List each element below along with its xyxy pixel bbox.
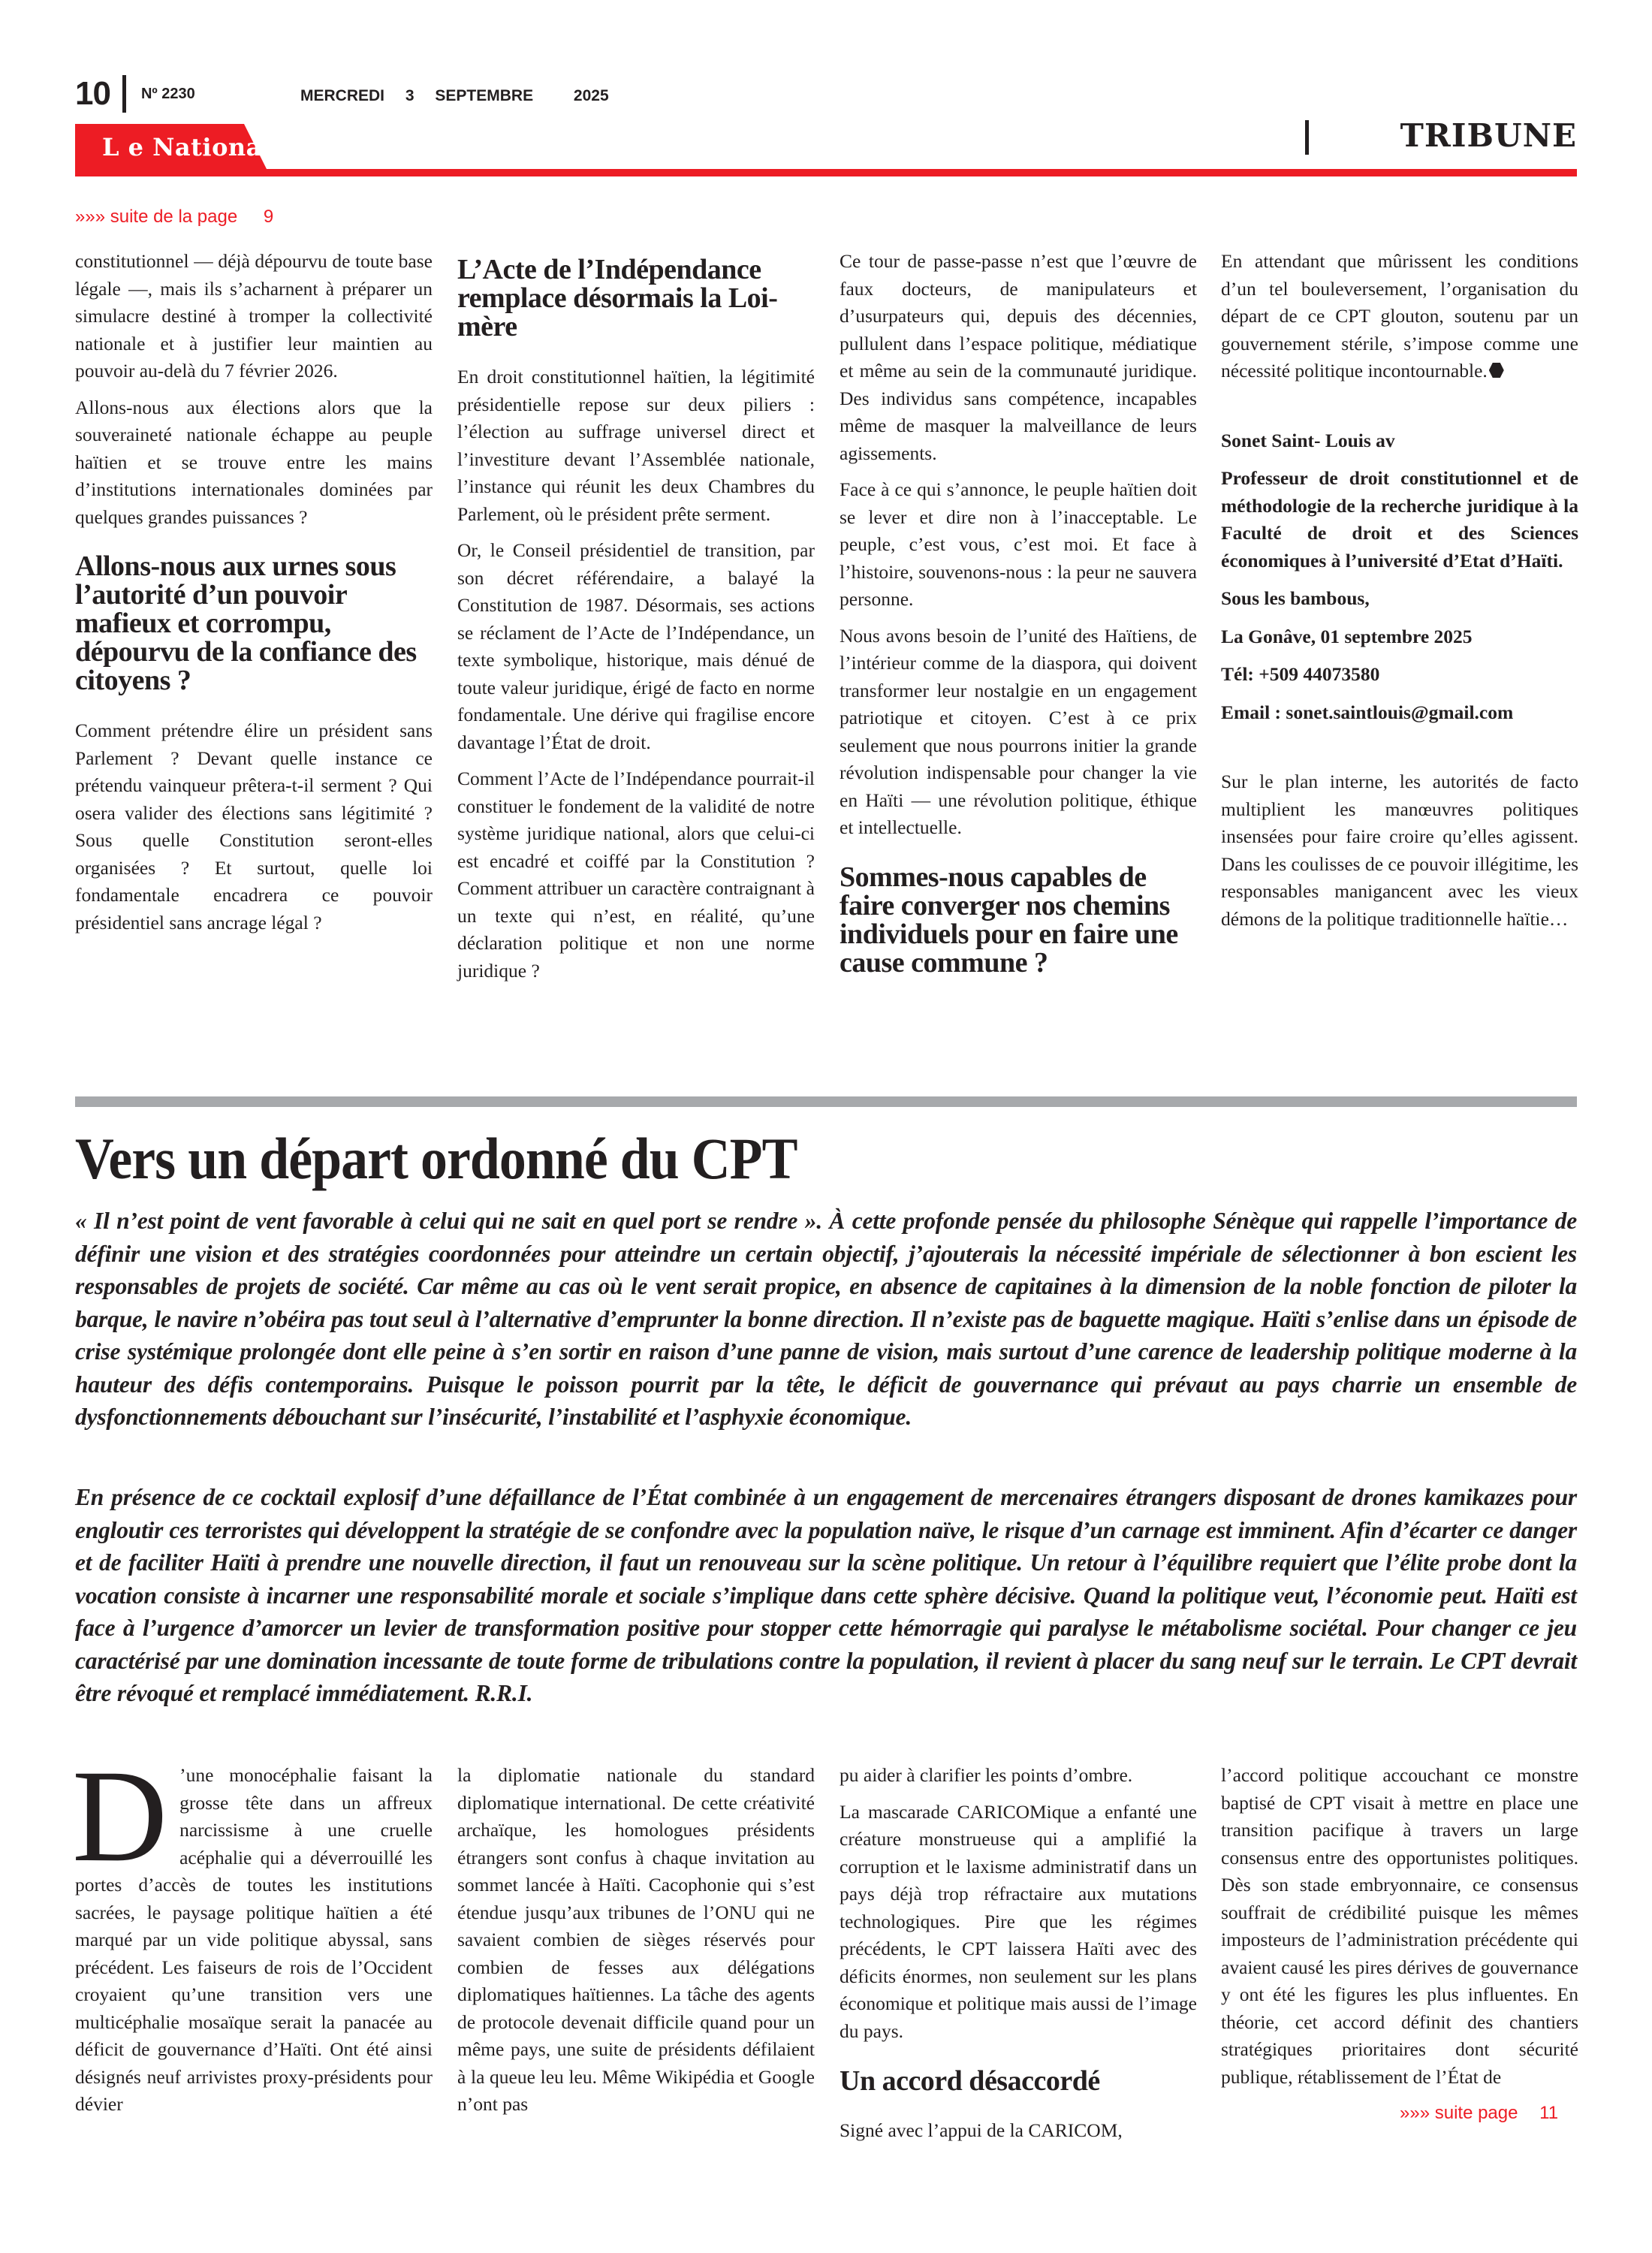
article-column-4 (1221, 1762, 1578, 2100)
folio (75, 75, 195, 113)
paragraph: Or, le Conseil présidentiel de transition, par son décret référendaire, a balayé la Constitution de 1987. Désormais, ses actions se réclament de l’Acte de l’Indépendance, un texte symbolique, historique, mais dénué de toute valeur juridique, érigé de facto en norme fondamentale. Une dérive qui fragilise encore davantage l’État de droit. (457, 539, 815, 753)
article-column-1 (72, 1743, 433, 2128)
month: SEPTEMBRE (435, 87, 534, 104)
paragraph: Allons-nous aux élections alors que la souveraineté nationale échappe au peuple haïtien et se trouve entre les mains d’institutions internationales dominées par quelques grandes puissances ? (75, 396, 433, 528)
top-column-4 (1221, 248, 1578, 942)
paragraph-text: ’une monocéphalie faisant la grosse tête dans un affreux narcissisme à une cruelle acéphalie qui a déverrouillé les portes d’accès de toutes les institutions sacrées, le paysage politique haïtien a été marqué par un vide politique abyssal, sans précédent. Les faiseurs de rois de l’Occident croyaient qu’une transition vers une multicéphalie mosaïque serait la panacée au déficit de gouvernance d’Haïti. Ont été ainsi désignés neuf arrivistes proxy-présidents pour dévier (75, 1764, 433, 2115)
year: 2025 (573, 87, 609, 104)
paragraph: Face à ce qui s’annonce, le peuple haïtien doit se lever et dire non à l’inacceptable. Le peuple, c’est vous, c’est moi. Et face à l’histoire, souvenons-nous : la peur ne sauvera personne. (840, 478, 1197, 610)
article-column-3 (840, 1762, 1197, 2154)
folio-divider (122, 75, 126, 113)
author-location: Sous les bambous, (1221, 587, 1370, 609)
section-divider-bar (75, 1096, 1577, 1107)
section-divider (1305, 120, 1309, 155)
author-title: Professeur de droit constitutionnel et de méthodologie de la recherche juridique à la Faculté de droit et des Sciences économiques à l’université d’Etat d’Haïti. (1221, 467, 1578, 572)
weekday: MERCREDI (300, 87, 385, 104)
subheading: Sommes-nous capables de faire converger nos chemins individuels pour en faire une cause commune ? (840, 861, 1178, 979)
article-lead-paragraph: « Il n’est point de vent favorable à celui qui ne sait en quel port se rendre ». À cette profonde pensée du philosophe Sénèque qui rappelle l’importance de définir une vision et des stratégies coordonnées pour atteindre un certain objectif, j’ajouterais la nécessité impériale de sélectionner à bon escient les responsables de projets de société. Car même au cas où le vent serait propice, en absence de capitaines à la dimension de la noble fonction de piloter la barque, le navire n’obéira pas tout seul à l’alternative d’emprunter la bonne direction. Il n’existe pas de baguette magique. Haïti s’enlise dans un épisode de crise systémique prolongée dont elle peine à s’en sortir en raison d’une panne de vision, mais surtout d’une carence de leadership politique moderne à la hauteur des défis contemporains. Puisque le poisson pourrit par la tête, le déficit de gouvernance qui prévaut au pays charrie un ensemble de dysfonctionnements débouchant sur l’insécurité, l’instabilité et l’asphyxie économique. (75, 1208, 1577, 1430)
paragraph: la diplomatie nationale du standard diplomatique international. De cette créativité archaïque, les homologues présidents étrangers sont confus à chaque invitation au sommet lancée à Haïti. Cacophonie qui s’est étendue jusqu’aux tribunes de l’ONU qui ne savaient combien de sièges réservés pour combien de fesses aux délégations diplomatiques haïtiennes. La tâche des agents de protocole devenait difficile quand pour un même pays, une suite de présidents défilaient à la queue leu leu. Même Wikipédia et Google n’ont pas (457, 1764, 815, 2115)
subheading: L’Acte de l’Indépendance remplace désormais la Loi-mère (457, 254, 778, 342)
paragraph (72, 1743, 433, 2119)
paragraph: La mascarade CARICOMique a enfanté une créature monstrueuse qui a amplifié la corruption et le laxisme administratif dans un pays déjà trop réfractaire aux mutations technologiques. Pire que les régimes précédents, le CPT laissera Haïti avec des déficits énormes, non seulement sur les plans économique et politique mais aussi de l’image du pays. (840, 1800, 1197, 2042)
section-title: TRIBUNE (1400, 117, 1577, 154)
author-phone: Tél: +509 44073580 (1221, 663, 1380, 685)
author-place-date: La Gonâve, 01 septembre 2025 (1221, 625, 1473, 647)
article-headline: Vers un départ ordonné du CPT (75, 1126, 797, 1191)
continued-from-page: 9 (263, 207, 274, 227)
drop-cap: D (72, 1743, 168, 1890)
day: 3 (405, 87, 415, 104)
paragraph: Signé avec l’appui de la CARICOM, (840, 2119, 1123, 2141)
paragraph-final (1221, 248, 1578, 385)
continued-on-label: suite page (1434, 2103, 1518, 2123)
paragraph: En droit constitutionnel haïtien, la légitimité présidentielle repose sur deux piliers : l’élection au suffrage universel direct et l’investiture devant l’Assemblée nationale, l’instance qui réunit les deux Chambres du Parlement, où le président prête serment. (457, 366, 815, 525)
paragraph: Comment l’Acte de l’Indépendance pourrait-il constituer le fondement de la validité de notre système juridique national, alors que celui-ci est encadré et coiffé par la Constitution ? Comment attribuer un caractère contraignant à un texte qui n’est, en réalité, qu’une déclaration politique et non une norme juridique ? (457, 768, 815, 982)
paragraph: l’accord politique accouchant ce monstre baptisé de CPT visait à mettre en place une transition pacifique à travers un large consensus entre des opportunistes politiques. Dès son stade embryonnaire, ce consensus souffrait de crédibilité puisque les mêmes imposteurs de l’administration précédente qui avaient causé les pires dérives de gouvernance y ont été les figures les plus influentes. En théorie, cet accord définit des chantiers stratégiques prioritaires dont sécurité publique, rétablissement de l’État de (1221, 1764, 1578, 2088)
subheading: Un accord désaccordé (840, 2065, 1100, 2097)
article-column-2 (457, 1762, 815, 2128)
top-column-2 (457, 248, 815, 994)
paragraph: Ce tour de passe-passe n’est que l’œuvre de faux docteurs, de manipulateurs et d’usurpateurs qui, depuis des décennies, pullulent dans l’espace politique, médiatique et même au sein de la communauté juridique. Des individus sans compétence, incapables même de masquer la malveillance de leurs agissements. (840, 250, 1197, 464)
paragraph: Nous avons besoin de l’unité des Haïtiens, de l’intérieur comme de la diaspora, qui doivent transformer leur nostalgie en un engagement patriotique et citoyen. C’est à ce prix seulement que nous pourrons initier la grande révolution indispensable pour changer la vie en Haïti — une révolution politique, éthique et intellectuelle. (840, 624, 1197, 838)
article-lead-paragraph: En présence de ce cocktail explosif d’une défaillance de l’État combinée à un engagement de mercenaires étrangers disposant de drones kamikazes pour engloutir ces terroristes qui développent la stratégie de se confondre avec la population naïve, le risque d’un carnage est imminent. Afin d’écarter ce danger et de faciliter Haïti à prendre une nouvelle direction, il faut un renouveau sur la scène politique. Un retour à l’équilibre requiert que l’élite probe dont la vocation consiste à incarner une responsabilité morale et sociale s’implique dans cette sphère décisive. Quand la politique veut, l’économie peut. Haïti est face à l’urgence d’amorcer un levier de transformation positive pour stopper cette hémorragie qui paralyse le métabolisme sociétal. Pour changer ce jeu caractérisé par une domination incessante de toute forme de tribulations contre la population, il revient à placer du sang neuf sur le terrain. Le CPT devrait être révoqué et remplacé immédiatement. R.R.I. (75, 1484, 1577, 1706)
newspaper-logo: L e National (102, 133, 272, 161)
page-number: 10 (75, 75, 110, 112)
subheading: Allons-nous aux urnes sous l’autorité d’un pouvoir mafieux et corrompu, dépourvu de la confiance des citoyens ? (75, 550, 417, 696)
brand-band (75, 124, 1577, 176)
arrows-icon: »»» (1400, 2103, 1430, 2123)
dateline (300, 87, 623, 105)
paragraph: constitutionnel — déjà dépourvu de toute base légale —, mais ils s’acharnent à préparer un simulacre destiné à tromper la collectivité nationale et à justifier leur maintien au pouvoir au-delà du 7 février 2026. (75, 250, 433, 382)
issue-number: Nº 2230 (140, 85, 195, 102)
author-name: Sonet Saint- Louis av (1221, 429, 1395, 451)
continued-on-page: 11 (1539, 2103, 1559, 2123)
end-of-article-icon (1489, 363, 1504, 378)
arrows-icon: »»» (75, 207, 106, 227)
author-email[interactable]: Email : sonet.saintlouis@gmail.com (1221, 701, 1514, 723)
paragraph: Comment prétendre élire un président sans Parlement ? Devant quelle instance ce prétendu vainqueur prêtera-t-il serment ? Qui osera valider des élections sans légitimité ? Sous quelle Constitution seront-elles organisées ? Et surtout, quelle loi fondamentale encadrera ce pouvoir présidentiel sans ancrage légal ? (75, 719, 433, 933)
paragraph: pu aider à clarifier les points d’ombre. (840, 1764, 1133, 1786)
continued-from[interactable] (75, 207, 273, 228)
paragraph: Sur le plan interne, les autorités de facto multiplient les manœuvres politiques insensées pour faire croire qu’elles agissent. Dans les coulisses de ce pouvoir illégitime, les responsables manigancent avec les vieux démons de la politique traditionnelle haïtie… (1221, 771, 1578, 930)
continued-from-label: suite de la page (110, 207, 238, 227)
continued-on[interactable] (1400, 2103, 1558, 2124)
top-column-3 (840, 248, 1197, 1000)
paragraph-text: En attendant que mûrissent les conditions d’un tel bouleversement, l’organisation du départ de ce CPT glouton, soutenu par un gouvernement stérile, s’impose comme une nécessité politique incontournable. (1221, 250, 1578, 382)
top-column-1 (75, 248, 433, 946)
